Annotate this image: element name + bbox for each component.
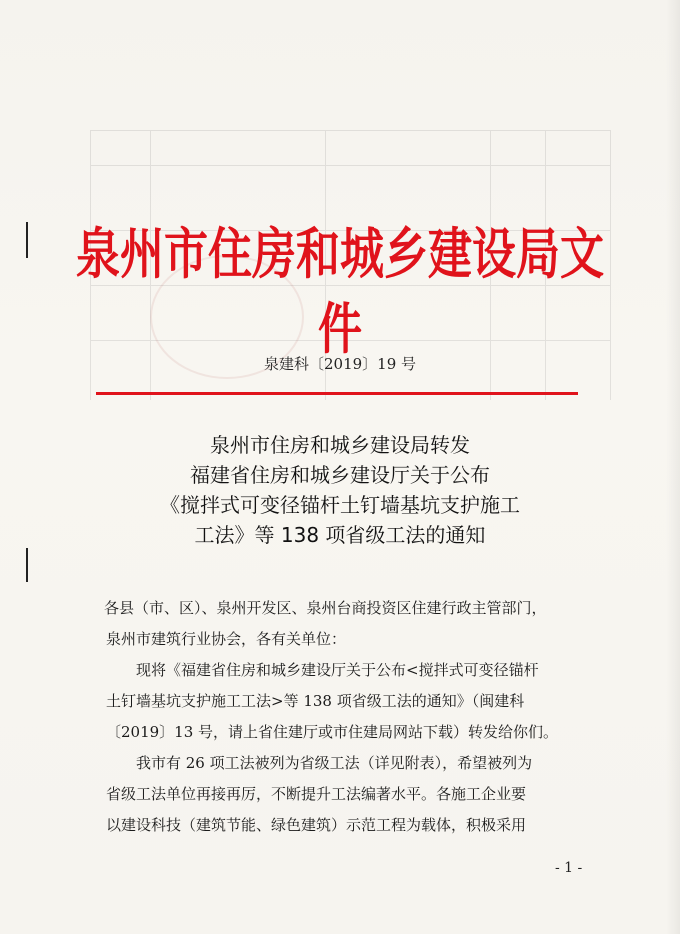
body-line: 现将《福建省住房和城乡建设厅关于公布<搅拌式可变径锚杆	[136, 661, 539, 679]
body-line: 以建设科技（建筑节能、绿色建筑）示范工程为载体，积极采用	[106, 816, 527, 834]
body-line: 我市有 26 项工法被列为省级工法（详见附表），希望被列为	[136, 754, 533, 772]
binding-mark	[26, 222, 28, 258]
bleed-row	[90, 165, 610, 166]
body-line: 〔2019〕13 号，请上省住建厅或市住建局网站下载）转发给你们。	[106, 723, 559, 741]
bleed-row	[90, 130, 610, 131]
notice-body	[106, 593, 596, 841]
notice-title-line: 工法》等 138 项省级工法的通知	[194, 523, 486, 547]
notice-title-line: 《搅拌式可变径锚杆土钉墙基坑支护施工	[160, 493, 520, 517]
body-line: 泉州市建筑行业协会，各有关单位：	[106, 630, 347, 648]
body-line: 土钉墙基坑支护施工工法>等 138 项省级工法的通知》（闽建科	[106, 692, 525, 710]
document-masthead: 泉州市住房和城乡建设局文件	[76, 223, 604, 362]
notice-title	[60, 430, 620, 550]
notice-title-line: 福建省住房和城乡建设厅关于公布	[190, 463, 490, 487]
page-number: - 1 -	[555, 860, 583, 876]
body-line: 各县（市、区）、泉州开发区、泉州台商投资区住建行政主管部门，	[104, 599, 547, 617]
red-divider-line	[96, 392, 578, 395]
body-line: 省级工法单位再接再厉，不断提升工法编著水平。各施工企业要	[106, 785, 527, 803]
binding-mark	[26, 548, 28, 582]
document-number: 泉建科〔2019〕19 号	[263, 355, 417, 373]
notice-title-line: 泉州市住房和城乡建设局转发	[210, 433, 470, 457]
page-edge-shadow	[666, 0, 680, 934]
